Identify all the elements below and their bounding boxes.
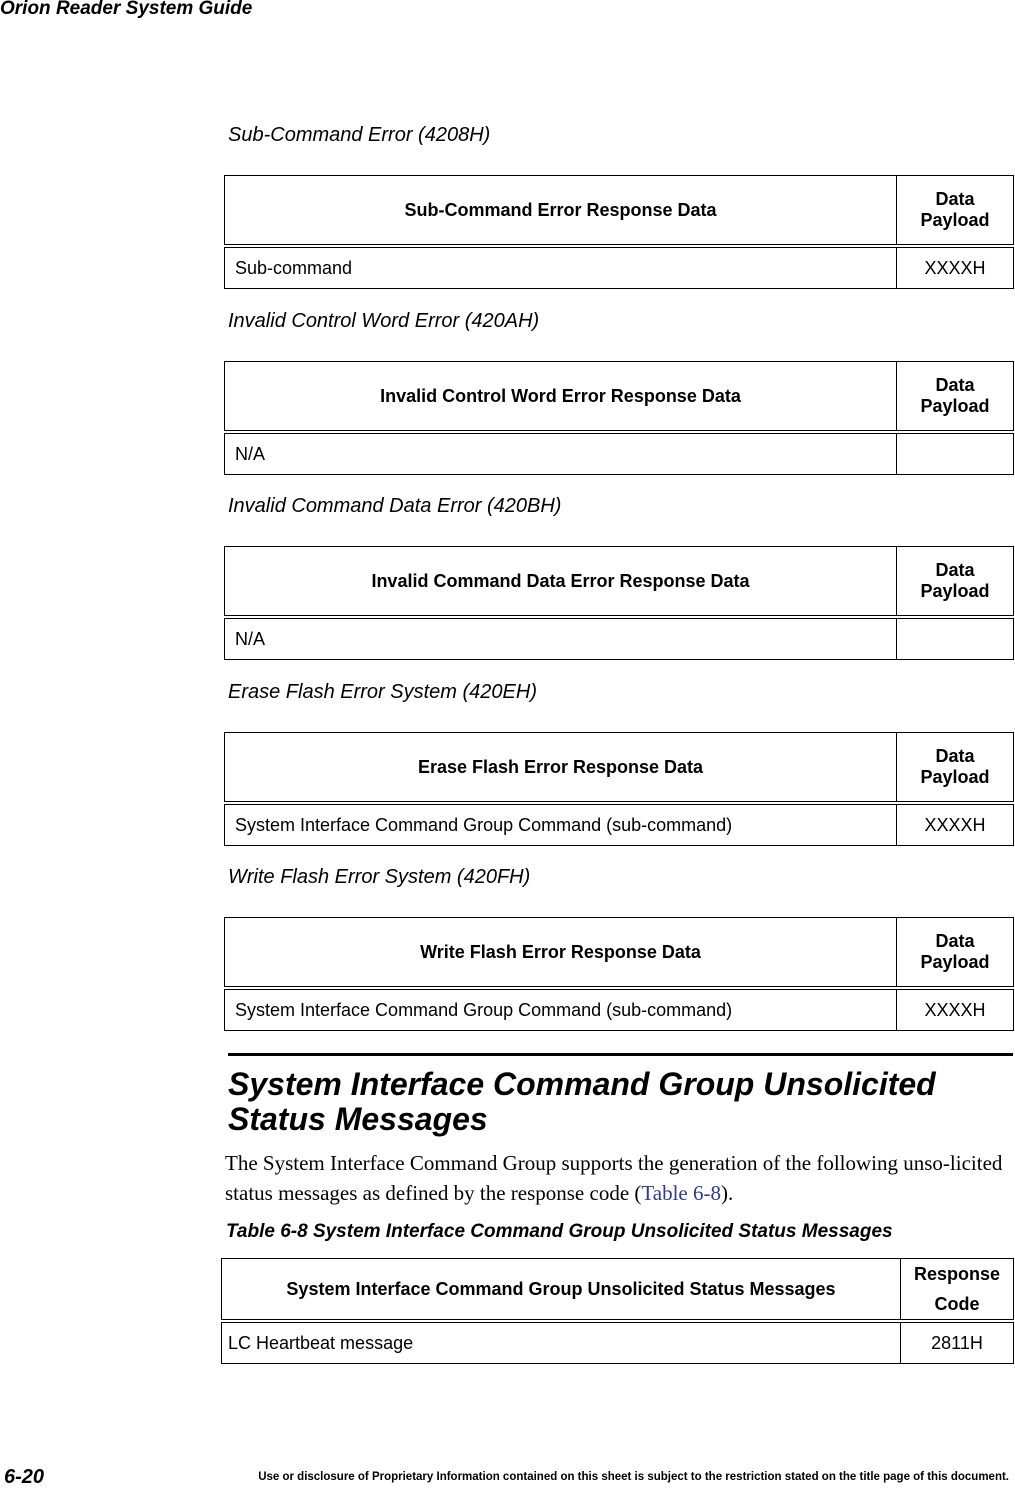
table-row (222, 1321, 1014, 1364)
column-header: Invalid Command Data Error Response Data (225, 547, 897, 618)
write-flash-error-table (224, 917, 1014, 1031)
row-label: N/A (225, 617, 897, 660)
table-row (225, 246, 1014, 289)
section-title-invalid-command-data-error: Invalid Command Data Error (420BH) (228, 495, 562, 517)
invalid-command-data-error-table (224, 546, 1014, 660)
table-row (225, 803, 1014, 846)
row-value (897, 617, 1014, 660)
invalid-control-word-error-table (224, 361, 1014, 475)
sub-command-error-table (224, 175, 1014, 289)
row-label: System Interface Command Group Command (sub-command) (225, 803, 897, 846)
section-title-write-flash-error: Write Flash Error System (420FH) (228, 866, 531, 888)
table-row (225, 617, 1014, 660)
table-row (225, 432, 1014, 475)
footer-notice: Use or disclosure of Proprietary Information contained on this sheet is subject to the restriction stated on the title page of this document. (258, 1471, 1009, 1483)
table-row (225, 988, 1014, 1031)
row-label: Sub-command (225, 246, 897, 289)
column-header-payload: Data Payload (897, 176, 1014, 247)
column-header: System Interface Command Group Unsolicited Status Messages (222, 1259, 901, 1322)
table-6-8-link[interactable]: Table 6-8 (641, 1181, 721, 1205)
column-header-response-code: Response Code (901, 1259, 1014, 1322)
paragraph-text-end: ). (720, 1181, 734, 1205)
column-header: Invalid Control Word Error Response Data (225, 362, 897, 433)
table-caption: Table 6-8 System Interface Command Group Unsolicited Status Messages (226, 1221, 893, 1242)
page-number: 6-20 (4, 1466, 45, 1488)
column-header-payload: Data Payload (897, 733, 1014, 804)
column-header: Sub-Command Error Response Data (225, 176, 897, 247)
section-title-erase-flash-error: Erase Flash Error System (420EH) (228, 681, 537, 703)
running-header: Orion Reader System Guide (0, 0, 253, 19)
paragraph-text: The System Interface Command Group supports the generation of the following unso-licited status messages as defined by the response code ( (225, 1151, 1003, 1205)
row-value: XXXXH (897, 246, 1014, 289)
row-label: LC Heartbeat message (222, 1321, 901, 1364)
row-value (897, 432, 1014, 475)
column-header-payload: Data Payload (897, 547, 1014, 618)
column-header: Write Flash Error Response Data (225, 918, 897, 989)
row-label: System Interface Command Group Command (sub-command) (225, 988, 897, 1031)
erase-flash-error-table (224, 732, 1014, 846)
unsolicited-paragraph (225, 1148, 1015, 1208)
row-value: 2811H (901, 1321, 1014, 1364)
section-title-sub-command-error: Sub-Command Error (4208H) (228, 124, 491, 146)
unsolicited-heading: System Interface Command Group Unsolicited Status Messages (228, 1066, 936, 1137)
section-title-invalid-control-word-error: Invalid Control Word Error (420AH) (228, 310, 540, 332)
section-divider (228, 1053, 1013, 1056)
column-header-payload: Data Payload (897, 918, 1014, 989)
row-value: XXXXH (897, 803, 1014, 846)
column-header-payload: Data Payload (897, 362, 1014, 433)
row-value: XXXXH (897, 988, 1014, 1031)
column-header: Erase Flash Error Response Data (225, 733, 897, 804)
row-label: N/A (225, 432, 897, 475)
unsolicited-status-table (221, 1258, 1014, 1364)
